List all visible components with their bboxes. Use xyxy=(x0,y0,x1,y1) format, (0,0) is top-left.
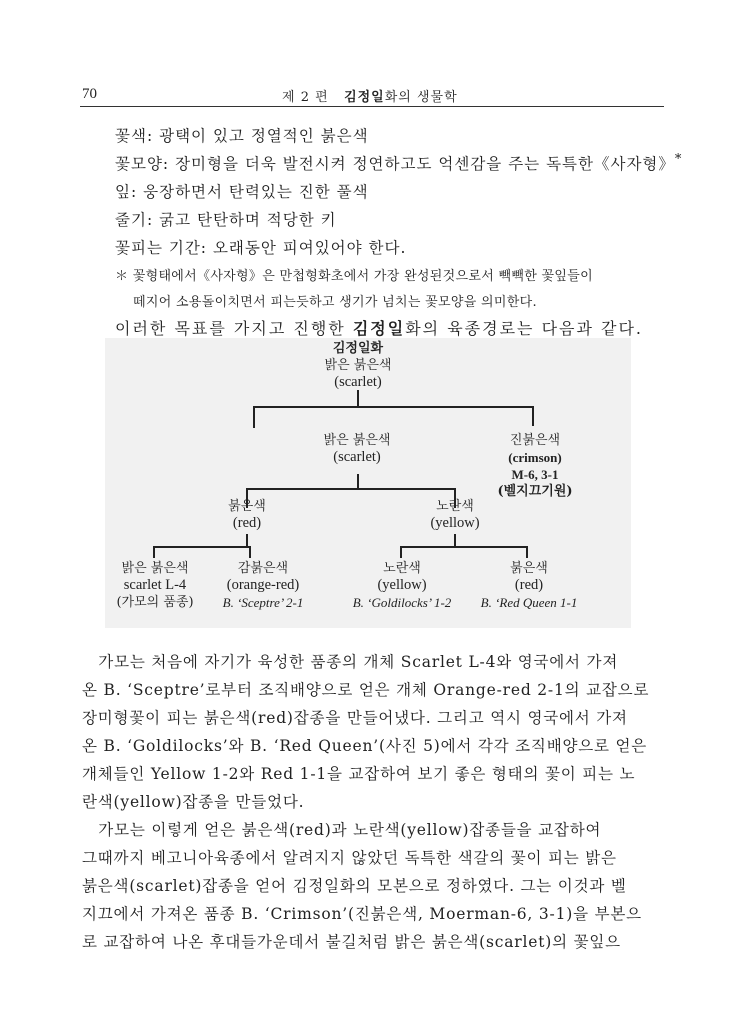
pedigree-leaf-2: 감붉은색 (orange-red) B. ‘Sceptre’ 2-1 xyxy=(222,561,304,610)
pedigree-leaf-1: 밝은 붉은색 scarlet L-4 (가모의 품종) xyxy=(116,561,194,610)
body-line-8: 그때까지 베고니아육종에서 알려지지 않았던 독특한 색갈의 꽃이 피는 밝은 xyxy=(82,849,617,867)
tree-line-right-drop xyxy=(532,406,534,426)
tree-line-leaf-4-drop xyxy=(526,546,528,558)
pedigree-leaf-3: 노란색 (yellow) B. ‘Goldilocks’ 1-2 xyxy=(352,561,452,610)
intro-bold-name: 김정일 xyxy=(352,319,406,338)
tree-line-root-bar xyxy=(253,406,533,408)
trait-flower-shape: 꽃모양: 장미형을 더욱 발전시켜 정연하고도 억센감을 주는 독특한《사자형》* xyxy=(115,152,683,174)
body-line-7: 가모는 이렇게 얻은 붉은색(red)과 노란색(yellow)잡종들을 교잡하여 xyxy=(82,821,602,839)
body-line-9: 붉은색(scarlet)잡종을 얻어 김정일화의 모본으로 정하였다. 그는 이것과 벨 xyxy=(82,877,627,895)
tree-line-leaf-3-drop xyxy=(400,546,402,558)
tree-line-l1-stem xyxy=(357,474,359,490)
page-number: 70 xyxy=(82,86,97,102)
header-title-rest: 화의 생물학 xyxy=(384,90,458,105)
body-line-6: 란색(yellow)잡종을 만들었다. xyxy=(82,793,305,811)
tree-line-l1-bar xyxy=(246,488,456,490)
tree-line-l2-right-stem xyxy=(454,534,456,548)
footnote-line-2: 떼지어 소용돌이치면서 피는듯하고 생기가 넘치는 꽃모양을 의미한다. xyxy=(133,295,537,310)
tree-line-root-drop xyxy=(253,406,255,428)
trait-leaf: 잎: 웅장하면서 탄력있는 진한 풀색 xyxy=(115,183,369,201)
header-rule xyxy=(80,106,664,107)
footnote-line-1: ＊ 꽃형태에서《사자형》은 만첩형화초에서 가장 완성된것으로서 빽빽한 꽃잎들이 xyxy=(115,269,593,284)
trait-flower-color: 꽃색: 광택이 있고 정열적인 붉은색 xyxy=(115,127,369,145)
pedigree-root-node: 김정일화 밝은 붉은색 (scarlet) xyxy=(324,341,392,390)
trait-stem: 줄기: 굵고 탄탄하며 적당한 키 xyxy=(115,211,337,229)
pedigree-l1-right-node: 진붉은색 (crimson) M-6, 3-1 (벨지끄기원) xyxy=(497,433,573,499)
trait-bloom-period: 꽃피는 기간: 오래동안 피여있어야 한다. xyxy=(115,239,407,257)
tree-line-leaf-1-drop xyxy=(153,546,155,558)
pedigree-l2-left-node: 붉은색 (red) xyxy=(228,499,266,531)
body-line-10: 지끄에서 가져온 품종 B. ‘Crimson’(진붉은색, Moerman-6, 3-1)을 부본으 xyxy=(82,905,642,923)
pedigree-leaf-4: 붉은색 (red) B. ‘Red Queen 1-1 xyxy=(480,561,578,610)
chapter-label: 제 2 편 xyxy=(282,90,329,105)
running-header xyxy=(282,86,458,105)
tree-line-l2-left-bar xyxy=(153,546,251,548)
pedigree-figure xyxy=(105,338,631,628)
tree-line-root-stem xyxy=(357,390,359,408)
body-line-11: 로 교잡하여 나온 후대들가운데서 불길처럼 밝은 붉은색(scarlet)의 꽃잎으 xyxy=(82,933,621,951)
body-line-3: 장미형꽃이 피는 붉은색(red)잡종을 만들어냈다. 그리고 역시 영국에서 가져 xyxy=(82,709,628,727)
body-line-1: 가모는 처음에 자기가 육성한 품종의 개체 Scarlet L-4와 영국에서 가져 xyxy=(82,653,619,671)
header-title-bold: 김정일 xyxy=(344,90,385,105)
pedigree-l1-left-node: 밝은 붉은색 (scarlet) xyxy=(323,433,391,465)
pedigree-l2-right-node: 노란색 (yellow) xyxy=(430,499,480,531)
tree-line-l2-left-stem xyxy=(246,534,248,548)
pedigree-intro: 이러한 목표를 가지고 진행한 김정일화의 육종경로는 다음과 같다. xyxy=(115,319,644,338)
footnote-marker: * xyxy=(674,152,683,167)
body-line-2: 온 B. ‘Sceptre’로부터 조직배양으로 얻은 개체 Orange-red 2-1의 교잡으로 xyxy=(82,681,650,699)
body-line-4: 온 B. ‘Goldilocks’와 B. ‘Red Queen’(사진 5)에서 각각 조직배양으로 얻은 xyxy=(82,737,648,755)
tree-line-leaf-2-drop xyxy=(249,546,251,558)
body-line-5: 개체들인 Yellow 1-2와 Red 1-1을 교잡하여 보기 좋은 형태의 꽃이 피는 노 xyxy=(82,765,636,783)
tree-line-l2-right-bar xyxy=(400,546,528,548)
